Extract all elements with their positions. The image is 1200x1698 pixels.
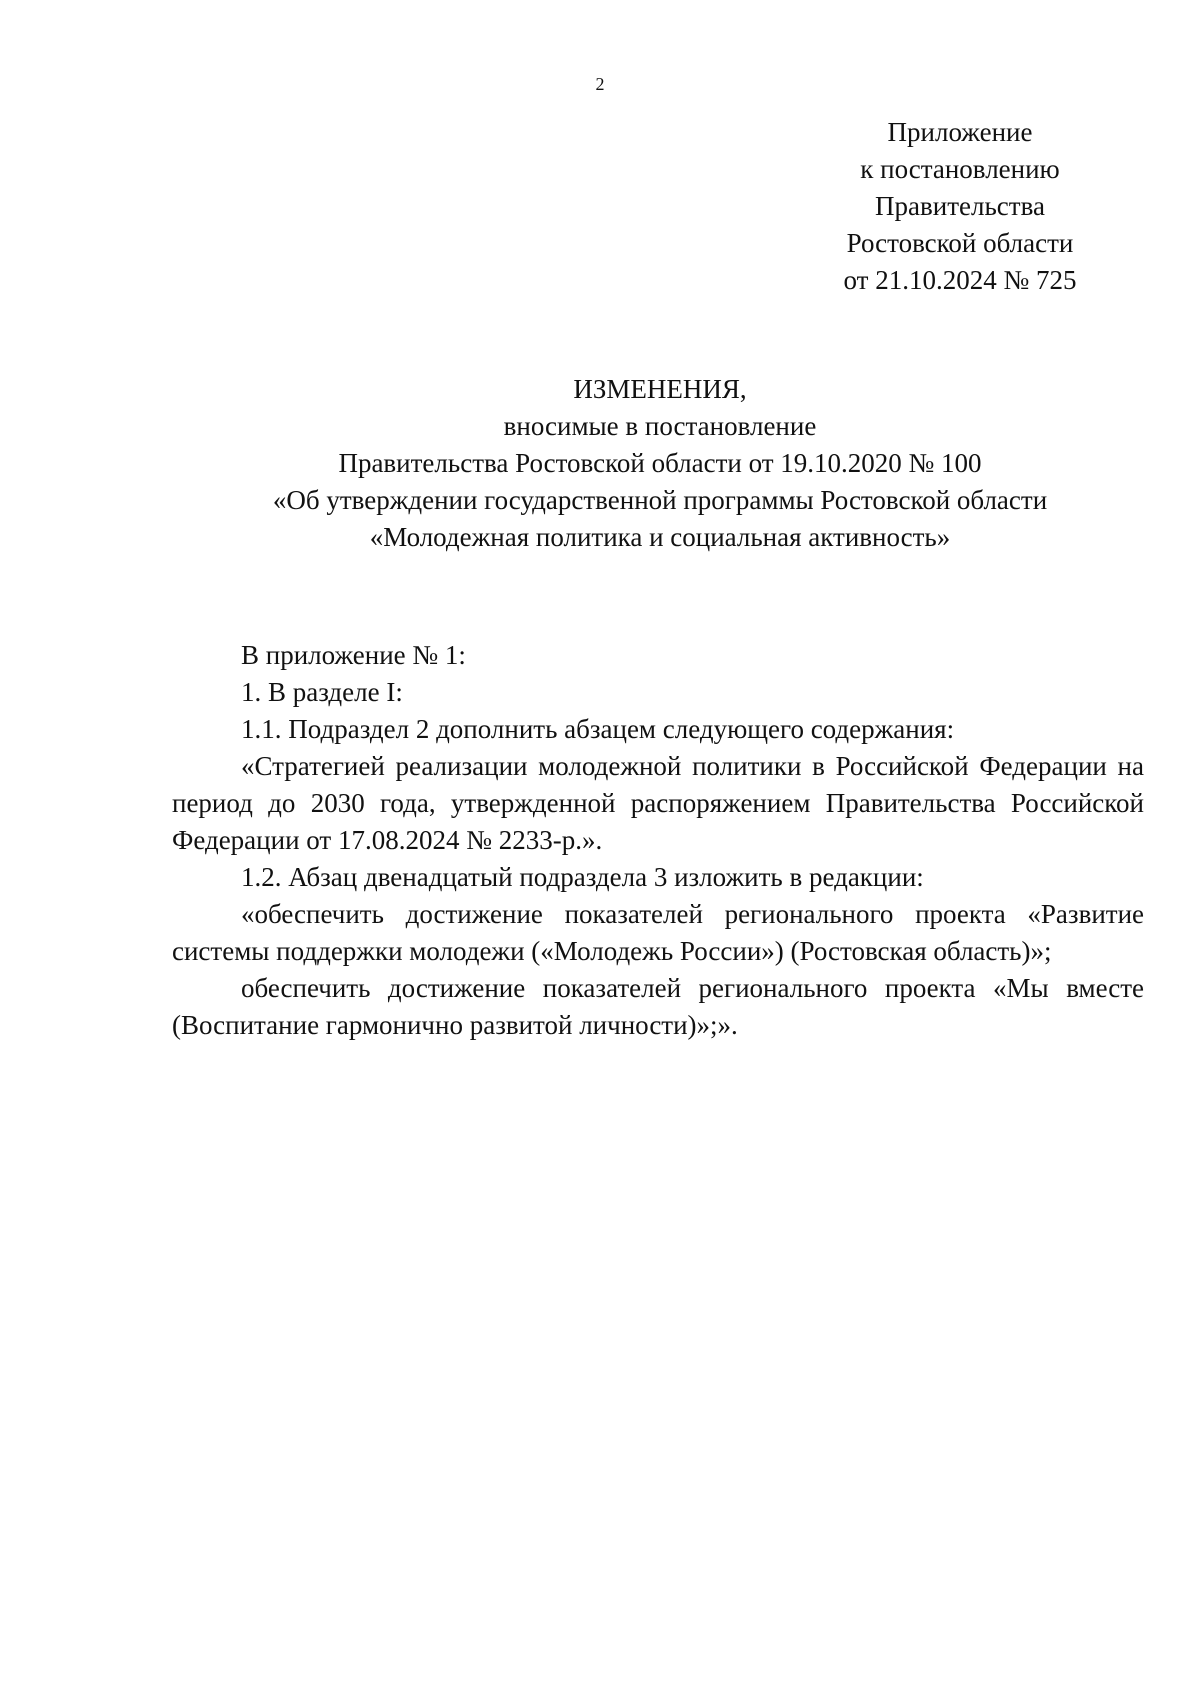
body-paragraph: В приложение № 1:	[241, 640, 466, 670]
appendix-line: Приложение	[887, 117, 1033, 147]
body-paragraph: 1.1. Подраздел 2 дополнить абзацем следующего содержания:	[241, 714, 955, 744]
appendix-line: Ростовской области	[846, 228, 1074, 258]
body-paragraph: обеспечить достижение показателей регионального проекта «Мы вместе (Воспитание гармонично развитой личности)»;».	[172, 973, 1144, 1040]
document-title	[120, 371, 1200, 556]
appendix-line: от 21.10.2024 № 725	[843, 265, 1077, 295]
body-paragraph: «обеспечить достижение показателей регионального проекта «Развитие системы поддержки молодежи («Молодежь России») (Ростовская область)»;	[172, 899, 1144, 966]
body-paragraph: 1.2. Абзац двенадцатый подраздела 3 изложить в редакции:	[241, 862, 924, 892]
title-line: «Молодежная политика и социальная активность»	[369, 522, 951, 552]
page-number: 2	[595, 74, 605, 94]
body-paragraph: «Стратегией реализации молодежной политики в Российской Федерации на период до 2030 года, утвержденной распоряжением Правительства Российской Федерации от 17.08.2024 № 2233-р.».	[172, 751, 1144, 855]
appendix-line: к постановлению	[860, 154, 1060, 184]
appendix-reference	[820, 114, 1100, 299]
title-heading: ИЗМЕНЕНИЯ,	[573, 374, 747, 404]
title-line: Правительства Ростовской области от 19.10.2020 № 100	[338, 448, 982, 478]
document-body	[172, 637, 1144, 1044]
title-line: «Об утверждении государственной программы Ростовской области	[272, 485, 1048, 515]
title-line: вносимые в постановление	[503, 411, 817, 441]
body-paragraph: 1. В разделе I:	[241, 677, 403, 707]
appendix-line: Правительства	[875, 191, 1045, 221]
